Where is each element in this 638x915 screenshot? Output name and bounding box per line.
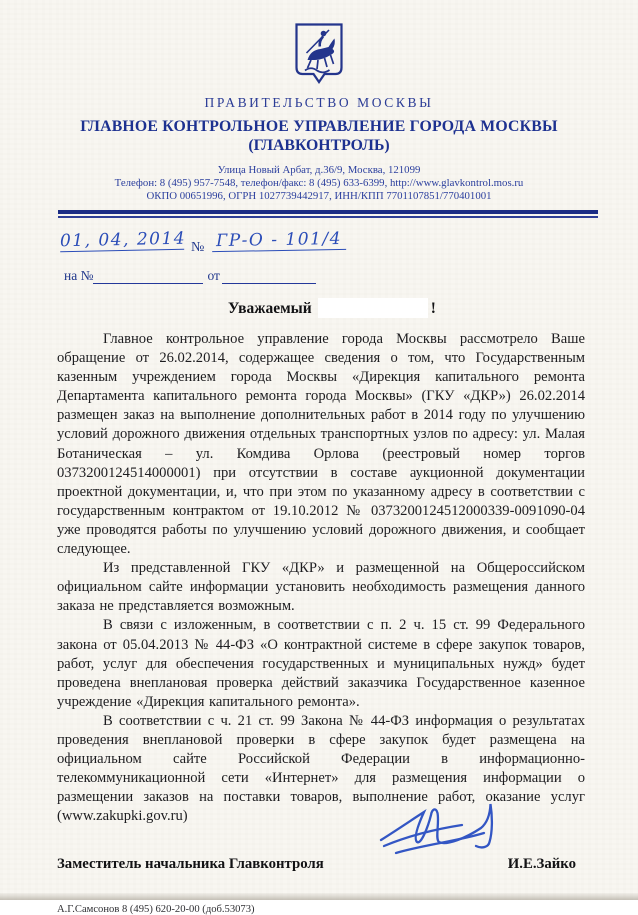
salutation-word: Уважаемый: [228, 300, 312, 318]
reference-block: [0, 228, 638, 290]
signer-position-title: Заместитель начальника Главконтроля: [57, 856, 324, 873]
reply-reference-row: [64, 268, 316, 284]
reply-from-blank: [222, 270, 316, 284]
address-line: Улица Новый Арбат, д.36/9, Москва, 121099: [217, 164, 421, 176]
executor-contact-line: А.Г.Самсонов 8 (495) 620-20-00 (доб.53073): [57, 904, 255, 915]
reply-from-label: от: [207, 268, 220, 283]
moscow-coat-of-arms-icon: [293, 71, 345, 88]
contact-line: Телефон: 8 (495) 957-7548, телефон/факс: 8 (495) 633-6399, http://www.glavkontrol.mos.ru: [114, 177, 524, 189]
handwritten-date: 01, 04, 2014: [59, 228, 187, 252]
redacted-name-box: [318, 298, 428, 318]
body-paragraph-4: В соответствии с ч. 21 ст. 99 Закона № 44-ФЗ информация о результатах проведения внеплановой проверки в сфере закупок будет размещена на официальном сайте Российской Федерации в информационно-телекоммуникационной сети «Интернет» для размещения информации о размещении заказов на поставки товаров, выполнение работ, оказание услуг (www.zakupki.gov.ru): [57, 712, 585, 825]
body-paragraph-3: В связи с изложенным, в соответствии с п. 2 ч. 15 ст. 99 Федерального закона от 05.04.2013 № 44-ФЗ «О контрактной системе в сфере закупок товаров, работ, услуг для обеспечения государственных и муниципальных нужд» будет проведена внеплановая проверка действий заказчика Государственное казенное учреждение «Дирекция капитального ремонта».: [57, 617, 585, 710]
body-paragraph-1: Главное контрольное управление города Москвы рассмотрело Ваше обращение от 26.02.2014, содержащее сведения о том, что Государственным казенным учреждением города Москвы «Дирекция капитального ремонта Департамента капитального ремонта города Москвы» (ГКУ «ДКР») 26.02.2014 размещен заказ на выполнение дополнительных работ в 2014 году по улучшению условий дорожного движения отдельных транспортных узлов по адресу: ул. Малая Ботаническая – ул. Комдива Орлова (реестровый номер торгов 0373200124514000001) при отсутствии в составе аукционной документации проектной документации, и, что при этом по указанному адресу в соответствии с государственным контрактом от 19.10.2012 № 0373200124512000339-0091090-04 уже проводятся работы по улучшению условий дорожного движения, и сообщает следующее.: [57, 331, 585, 558]
reply-number-label: на №: [64, 268, 94, 283]
handwritten-signature-icon: [378, 794, 506, 887]
organization-name: ГЛАВНОЕ КОНТРОЛЬНОЕ УПРАВЛЕНИЕ ГОРОДА МОСКВЫ: [80, 118, 558, 135]
body-paragraph-2: Из представленной ГКУ «ДКР» и размещенной на Общероссийском официальном сайте информации установить необходимость размещения данного заказа не представляется возможным.: [57, 560, 585, 615]
reply-number-blank: [93, 270, 203, 284]
codes-line: ОКПО 00651996, ОГРН 1027739442917, ИНН/КПП 7701107851/770401001: [146, 190, 492, 202]
number-sign-label: №: [191, 240, 205, 255]
salutation-line: [228, 298, 638, 321]
government-line: ПРАВИТЕЛЬСТВО МОСКВЫ: [204, 95, 434, 110]
letterhead-contacts: [0, 164, 638, 203]
salutation-exclamation: !: [430, 300, 436, 318]
organization-short-name: (ГЛАВКОНТРОЛЬ): [248, 137, 390, 154]
signer-name: И.Е.Зайко: [507, 856, 576, 873]
signature-block: [0, 832, 638, 890]
letter-body: [57, 330, 585, 826]
scan-bottom-edge: [0, 893, 638, 900]
handwritten-outgoing-number: ГР-О - 101/4: [212, 229, 346, 252]
letterhead-emblem-wrap: [0, 0, 638, 84]
letterhead-divider-rule: [58, 210, 598, 218]
